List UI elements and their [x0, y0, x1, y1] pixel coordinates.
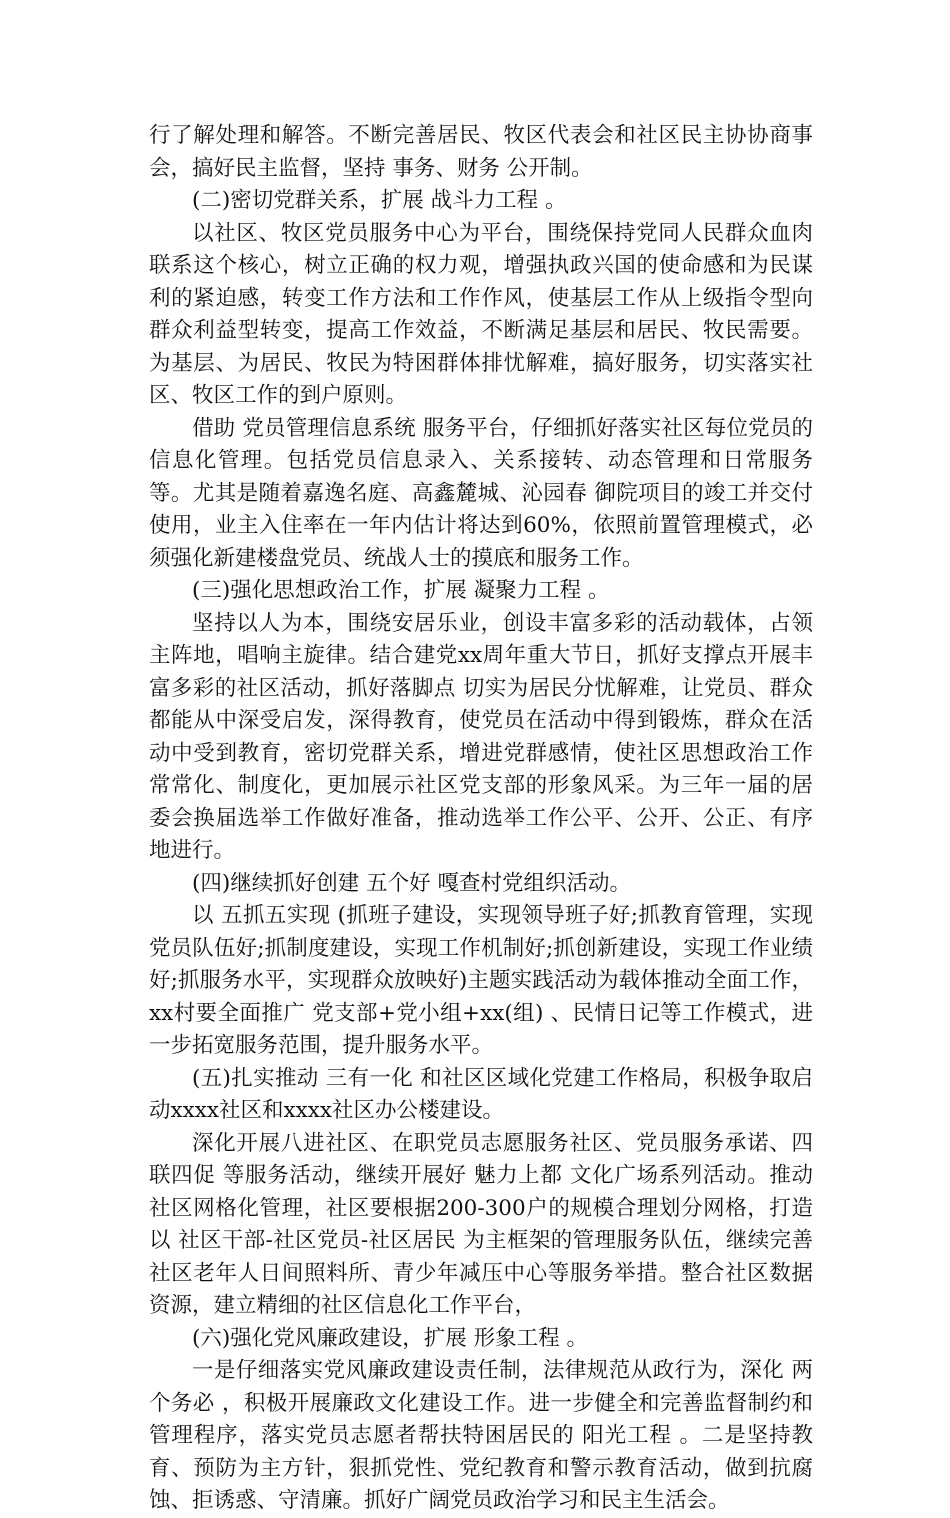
paragraph: 坚持以人为本，围绕安居乐业，创设丰富多彩的活动载体，占领主阵地，唱响主旋律。结合建党xx周年重大节日，抓好支撑点开展丰富多彩的社区活动，抓好落脚点 切实为居民分忧解难，让党员、群众都能从中深受启发，深得教育，使党员在活动中得到锻炼，群众在活动中受到教育，密切党群关系，增进党群感情，使社区思想政治工作常常化、制度化，更加展示社区党支部的形象风采。为三年一届的居委会换届选举工作做好准备，推动选举工作公平、公开、公正、有序地进行。	[149, 610, 813, 863]
section-heading-3: (三)强化思想政治工作，扩展 凝聚力工程 。	[192, 578, 610, 603]
paragraph: 一是仔细落实党风廉政建设责任制，法律规范从政行为，深化 两个务必 ，积极开展廉政文化建设工作。进一步健全和完善监督制约和管理程序，落实党员志愿者帮扶特困居民的 阳光工程 。二是坚持教育、预防为主方针，狠抓党性、党纪教育和警示教育活动，做到抗腐蚀、拒诱惑、守清廉。抓好广阔党员政治学习和民主生活会。	[149, 1358, 813, 1513]
paragraph: 以 五抓五实现 (抓班子建设，实现领导班子好;抓教育管理，实现党员队伍好;抓制度建设，实现工作机制好;抓创新建设，实现工作业绩好;抓服务水平，实现群众放映好)主题实践活动为载体推动全面工作，xx村要全面推广 党支部+党小组+xx(组) 、民情日记等工作模式，进一步拓宽服务范围，提升服务水平。	[149, 903, 813, 1058]
section-heading-2: (二)密切党群关系，扩展 战斗力工程 。	[192, 188, 567, 213]
section-heading-5: (五)扎实推动 三有一化 和社区区域化党建工作格局，积极争取启动xxxx社区和xxxx社区办公楼建设。	[149, 1065, 813, 1123]
section-heading-4: (四)继续抓好创建 五个好 嘎查村党组织活动。	[192, 870, 631, 896]
document-page	[149, 120, 813, 1518]
paragraph: 以社区、牧区党员服务中心为平台，围绕保持党同人民群众血肉联系这个核心，树立正确的权力观，增强执政兴国的使命感和为民谋利的紧迫感，转变工作方法和工作作风，使基层工作从上级指令型向群众利益型转变，提高工作效益，不断满足基层和居民、牧民需要。为基层、为居民、牧民为特困群体排忧解难，搞好服务，切实落实社区、牧区工作的到户原则。	[149, 220, 813, 408]
paragraph: 深化开展八进社区、在职党员志愿服务社区、党员服务承诺、四联四促 等服务活动，继续开展好 魅力上都 文化广场系列活动。推动社区网格化管理，社区要根据200-300户的规模合理划分网格，打造以 社区干部-社区党员-社区居民 为主框架的管理服务队伍，继续完善社区老年人日间照料所、青少年减压中心等服务举措。整合社区数据资源，建立精细的社区信息化工作平台，	[149, 1130, 813, 1318]
paragraph: 借助 党员管理信息系统 服务平台，仔细抓好落实社区每位党员的信息化管理。包括党员信息录入、关系接转、动态管理和日常服务等。尤其是随着嘉逸名庭、高鑫麓城、沁园春 御院项目的竣工并交付使用，业主入住率在一年内估计将达到60%，依照前置管理模式，必须强化新建楼盘党员、统战人士的摸底和服务工作。	[149, 415, 813, 571]
section-heading-6: (六)强化党风廉政建设，扩展 形象工程 。	[192, 1325, 588, 1351]
paragraph-continuation: 行了解处理和解答。不断完善居民、牧区代表会和社区民主协协商事会，搞好民主监督，坚持 事务、财务 公开制。	[149, 123, 813, 181]
